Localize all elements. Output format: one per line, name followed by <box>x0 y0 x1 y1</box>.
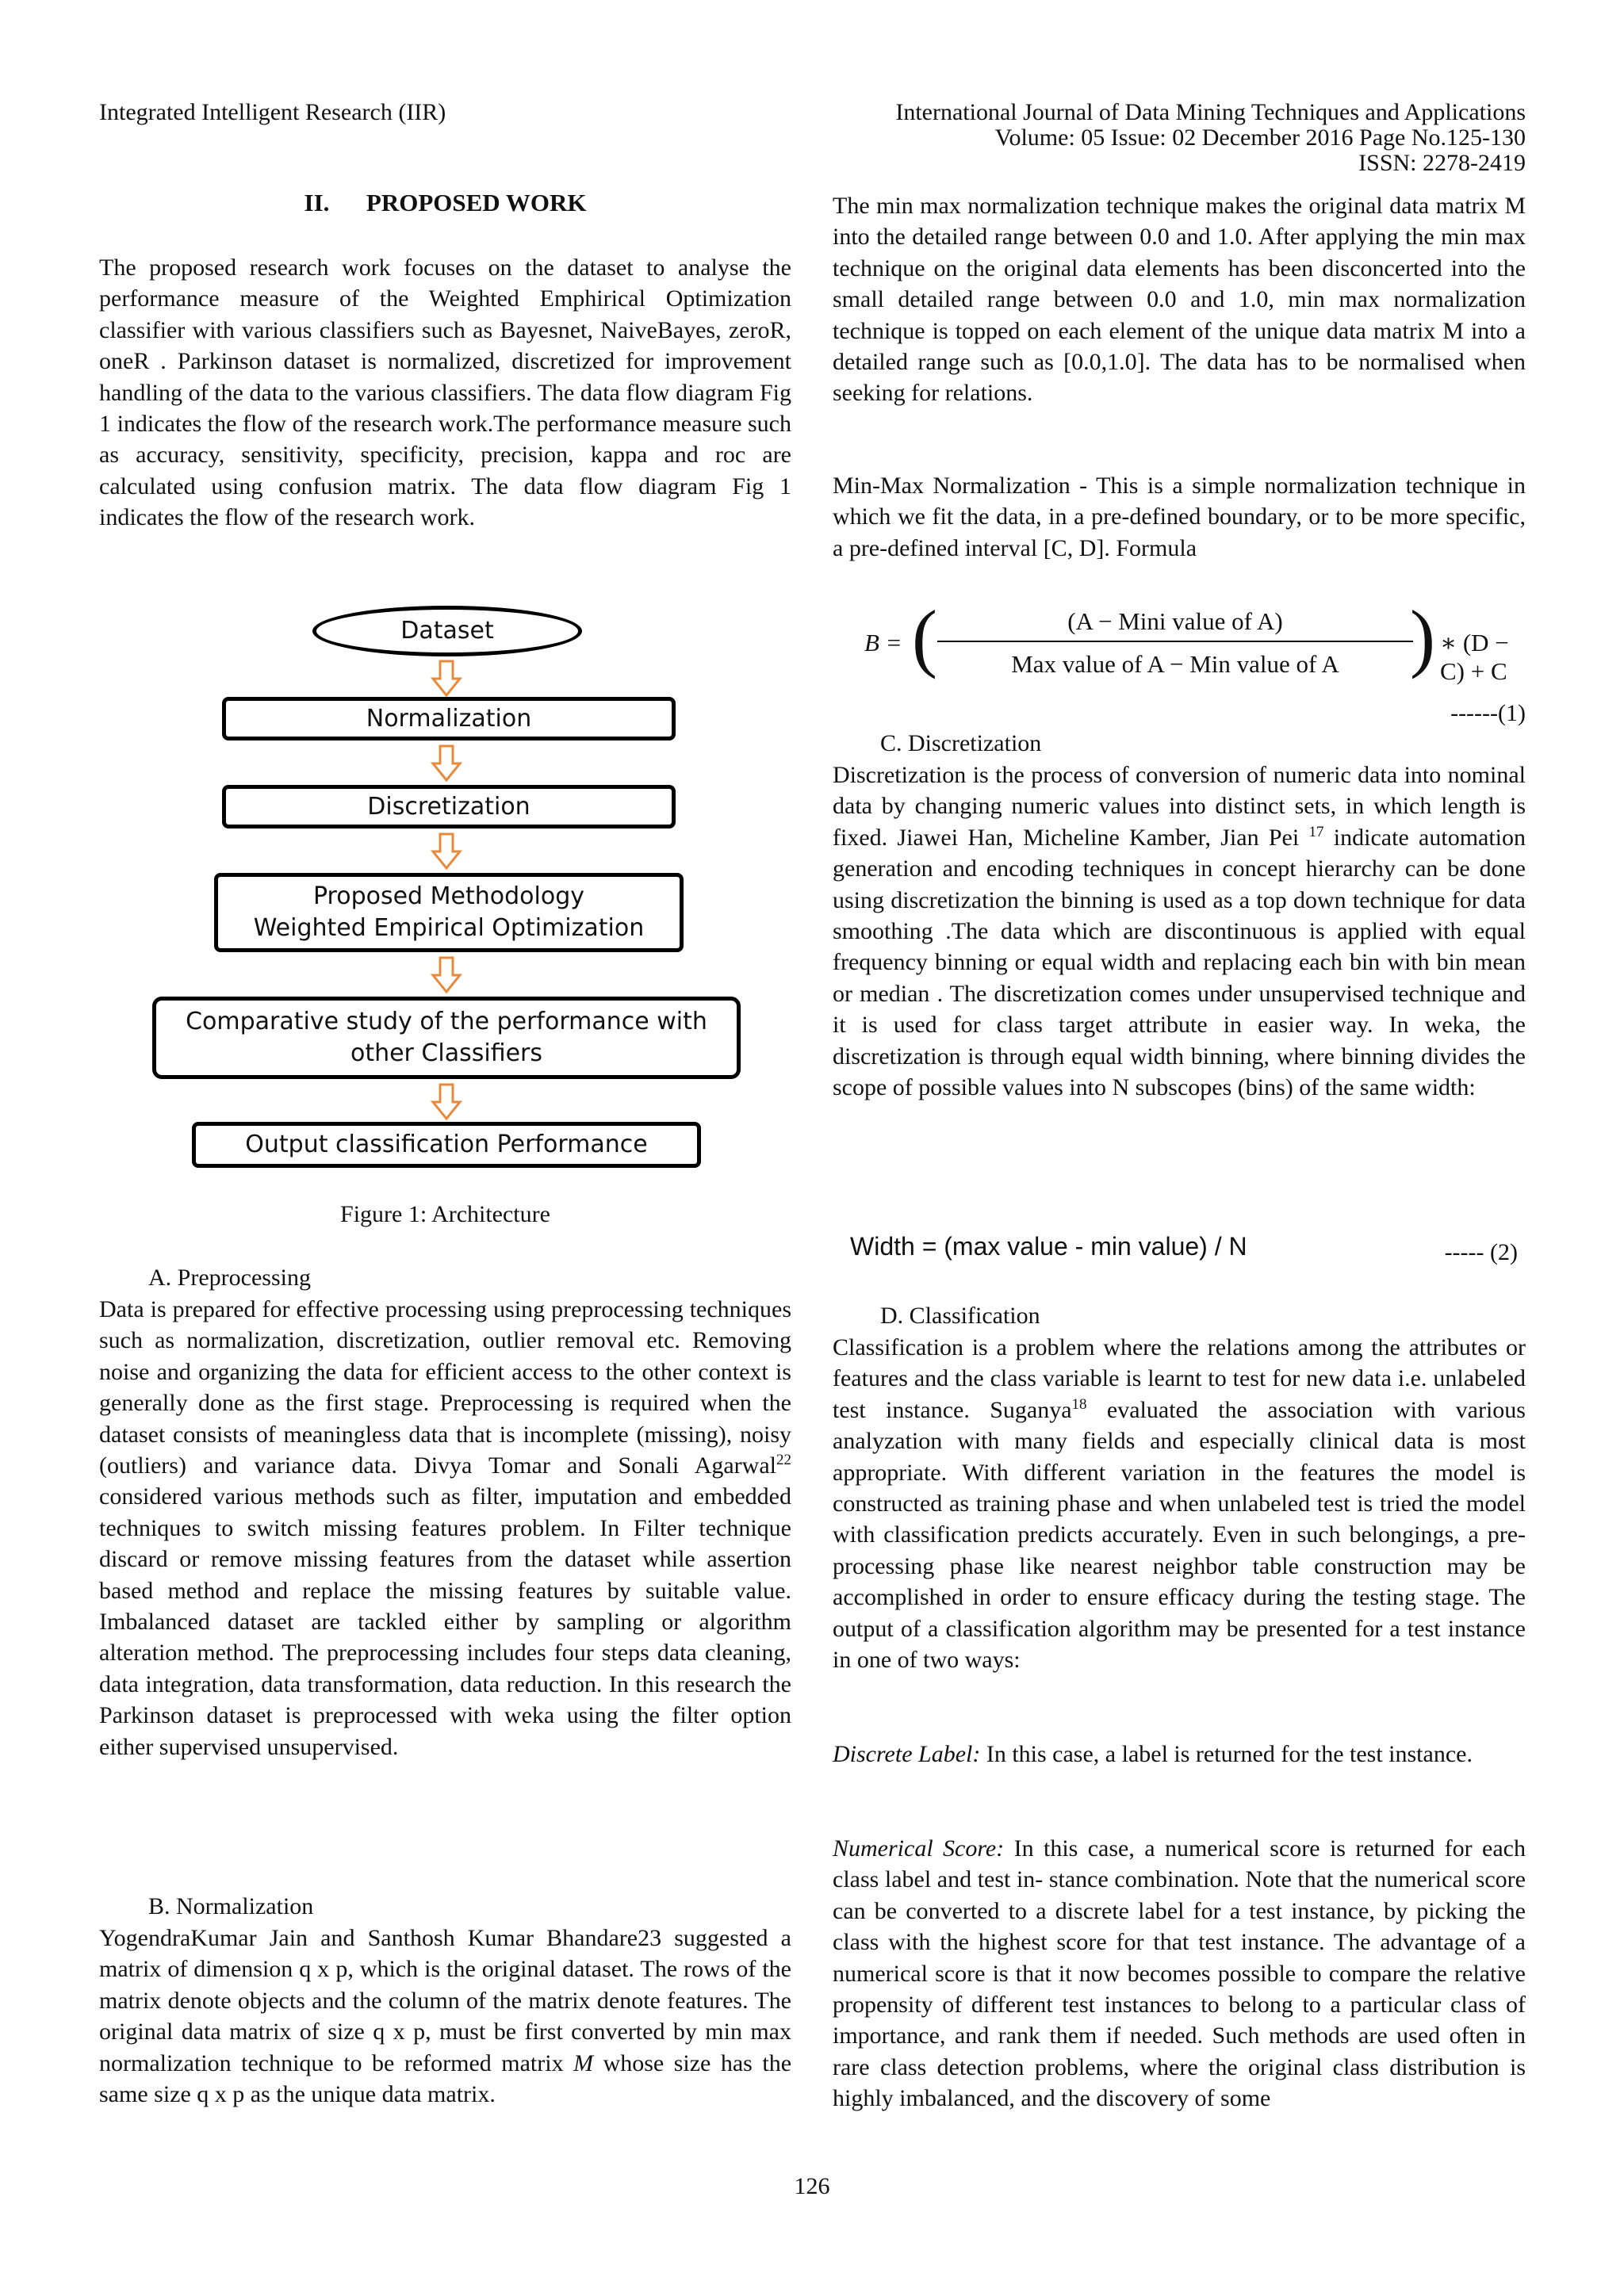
normalization-text-b: whose size has the same size q x p as the unique data matrix. <box>99 2049 792 2108</box>
minmax-definition-paragraph <box>833 470 1526 564</box>
flow-proposed-line2: Weighted Empirical Optimization <box>253 914 645 942</box>
flow-normalization: Normalization <box>222 697 676 740</box>
numerical-score-paragraph <box>833 1833 1526 2114</box>
classification-paragraph <box>833 1332 1526 1675</box>
preprocessing-text-a: Data is prepared for effective processing using preprocessing techniques such as normalization, discretization, outlier removal etc. Removing noise and organizing the data for efficient access to the other context is generally done as the first stage. Preprocessing is required when the dataset consists of meaningless data that is incomplete (missing), noisy (outliers) and variance data. Divya Tomar and Sonali Agarwal <box>99 1296 791 1479</box>
preprocessing-heading: A. Preprocessing <box>148 1265 311 1291</box>
flow-proposed-methodology <box>214 873 684 952</box>
flow-comparative-line1: Comparative study of the performance with <box>186 1008 707 1035</box>
flow-arrow-1-icon <box>431 660 462 698</box>
discrete-label-text: In this case, a label is returned for the test instance. <box>980 1741 1473 1767</box>
flow-proposed-line1: Proposed Methodology <box>312 882 584 910</box>
formula-2-label: ----- (2) <box>1444 1239 1518 1265</box>
header-left: Integrated Intelligent Research (IIR) <box>99 99 446 125</box>
minmax-definition-text: Min-Max Normalization - This is a simple normalization technique in which we fit the data, in a pre-defined boundary, or to be more specific, a pre-defined interval [C, D]. Formula <box>833 473 1526 561</box>
flow-arrow-4-icon <box>431 956 462 994</box>
header-right <box>812 100 1526 176</box>
classification-ref: 18 <box>1071 1395 1087 1413</box>
formula-1-label: ------(1) <box>1450 700 1526 726</box>
formula-1-rhs: ∗ (D − C) + C <box>1440 629 1509 685</box>
preprocessing-text-b: considered various methods such as filter, imputation and embedded techniques to switch missing features problem. In Filter technique discard or remove missing features from the dataset while assertion based method and replace the missing features by suitable value. Imbalanced dataset are tackled either by sampling or algorithm alteration method. The preprocessing includes four steps data cleaning, data integration, data transformation, data reduction. In this research the Parkinson dataset is preprocessed with weka using the filter option either supervised unsupervised. <box>99 1483 791 1760</box>
normalization-text-a: YogendraKumar Jain and Santhosh Kumar Bhandare23 suggested a matrix of dimension q x p, which is the original dataset. The rows of the matrix denote objects and the column of the matrix denote features. The original data matrix of size q x p, must be first converted by min max normalization technique to be reformed matrix <box>99 1925 791 2076</box>
header-volume: Volume: 05 Issue: 02 December 2016 Page No.125-130 <box>994 124 1526 151</box>
formula-1-left-paren-icon: ( <box>912 595 937 679</box>
flow-discretization: Discretization <box>222 785 676 828</box>
flow-comparative-line2: other Classifiers <box>350 1039 543 1067</box>
intro-paragraph <box>99 252 791 534</box>
preprocessing-ref: 22 <box>776 1452 791 1469</box>
header-journal: International Journal of Data Mining Techniques and Applications <box>895 99 1526 125</box>
normalization-matrix-m: M <box>573 2049 594 2076</box>
formula-1-right-paren-icon: ) <box>1410 595 1435 679</box>
flow-dataset: Dataset <box>312 606 582 656</box>
normalization-heading: B. Normalization <box>148 1893 314 1919</box>
discrete-label-title: Discrete Label: <box>833 1741 981 1767</box>
flow-arrow-5-icon <box>431 1083 462 1121</box>
figure-caption: Figure 1: Architecture <box>340 1201 550 1227</box>
header-issn: ISSN: 2278-2419 <box>1358 150 1526 176</box>
minmax-intro-text: The min max normalization technique makes the original data matrix M into the detailed range between 0.0 and 1.0. After applying the min max technique on the original data elements has been disconcerted into the small detailed range between 0.0 and 1.0, min max normalization technique is topped on each element of the unique data matrix M into a detailed range such as [0.0,1.0]. The data has to be normalised when seeking for relations. <box>833 193 1526 407</box>
flow-arrow-3-icon <box>431 832 462 871</box>
flow-arrow-2-icon <box>431 744 462 783</box>
minmax-intro-paragraph <box>833 190 1526 409</box>
intro-text: The proposed research work focuses on the dataset to analyse the performance measure of the Weighted Emphirical Optimization classifier with various classifiers such as Bayesnet, NaiveBayes, zeroR, oneR . Parkinson dataset is normalized, discretized for improvement handling of the data to the various classifiers. The data flow diagram Fig 1 indicates the flow of the research work.The performance measure such as accuracy, sensitivity, specificity, precision, kappa and roc are calculated using confusion matrix. The data flow diagram Fig 1 indicates the flow of the research work. <box>99 254 791 531</box>
section-heading: PROPOSED WORK <box>366 189 587 216</box>
discretization-text-b: indicate automation generation and encoding techniques in concept hierarchy can be done using discretization the binning is used as a top down technique for data smoothing .The data which are discontinuous is applied with equal frequency binning or equal width and replacing each bin with bin mean or median . The discretization comes under unsupervised technique and it is used for class target attribute in easier way. In weka, the discretization is through equal width binning, where binning divides the scope of possible values into N subscopes (bins) of the same width: <box>833 824 1526 1101</box>
flow-output: Output classification Performance <box>192 1122 701 1168</box>
flow-comparative-study <box>152 997 741 1079</box>
formula-1-lhs: B = <box>864 629 902 656</box>
discretization-heading: C. Discretization <box>880 730 1042 756</box>
discrete-label-paragraph <box>833 1739 1526 1770</box>
classification-heading: D. Classification <box>880 1303 1040 1329</box>
architecture-diagram <box>186 599 753 1169</box>
formula-2: Width = (max value - min value) / N <box>850 1232 1247 1261</box>
discretization-text-a: Discretization is the process of conversion of numeric data into nominal data by changing numeric values into distinct sets, in which length is fixed. Jiawei Han, Micheline Kamber, Jian Pei <box>833 762 1526 851</box>
numerical-score-text: In this case, a numerical score is returned for each class label and test in- stance combination. Note that the numerical score can be converted to a discrete label for a test instance, by picking the class with the highest score for that test instance. The advantage of a numerical score is that it now becomes possible to compare the relative propensity of different test instances to belong to a particular class of importance, and rank them if needed. Such methods are used often in rare class detection problems, where the original class distribution is highly imbalanced, and the discovery of some <box>833 1835 1526 2112</box>
formula-1 <box>864 595 1530 696</box>
formula-1-fraction-bar <box>937 641 1413 642</box>
formula-1-numerator: (A − Mini value of A) <box>1067 607 1283 635</box>
page-number: 126 <box>794 2173 830 2199</box>
classification-text-b: evaluated the association with various analyzation with many fields and especially clinical data is most appropriate. With different variation in the features the model is constructed as training phase and when unlabeled test is tried the model with classification predicts accurately. Even in such belongings, a pre-processing phase like nearest neighbor table construction may be accomplished in order to ensure efficacy during the testing stage. The output of a classification algorithm may be presented for a test instance in one of two ways: <box>833 1396 1526 1674</box>
discretization-ref: 17 <box>1308 823 1324 840</box>
section-title <box>99 189 791 217</box>
numerical-score-title: Numerical Score: <box>833 1835 1005 1862</box>
normalization-paragraph <box>99 1923 791 2110</box>
discretization-paragraph <box>833 760 1526 1103</box>
formula-1-denominator: Max value of A − Min value of A <box>1011 650 1339 678</box>
classification-text-a: Classification is a problem where the relations among the attributes or features and the class variable is learnt to test for new data i.e. unlabeled test instance. Suganya <box>833 1334 1526 1423</box>
section-number: II. <box>304 189 330 216</box>
preprocessing-paragraph <box>99 1294 791 1762</box>
